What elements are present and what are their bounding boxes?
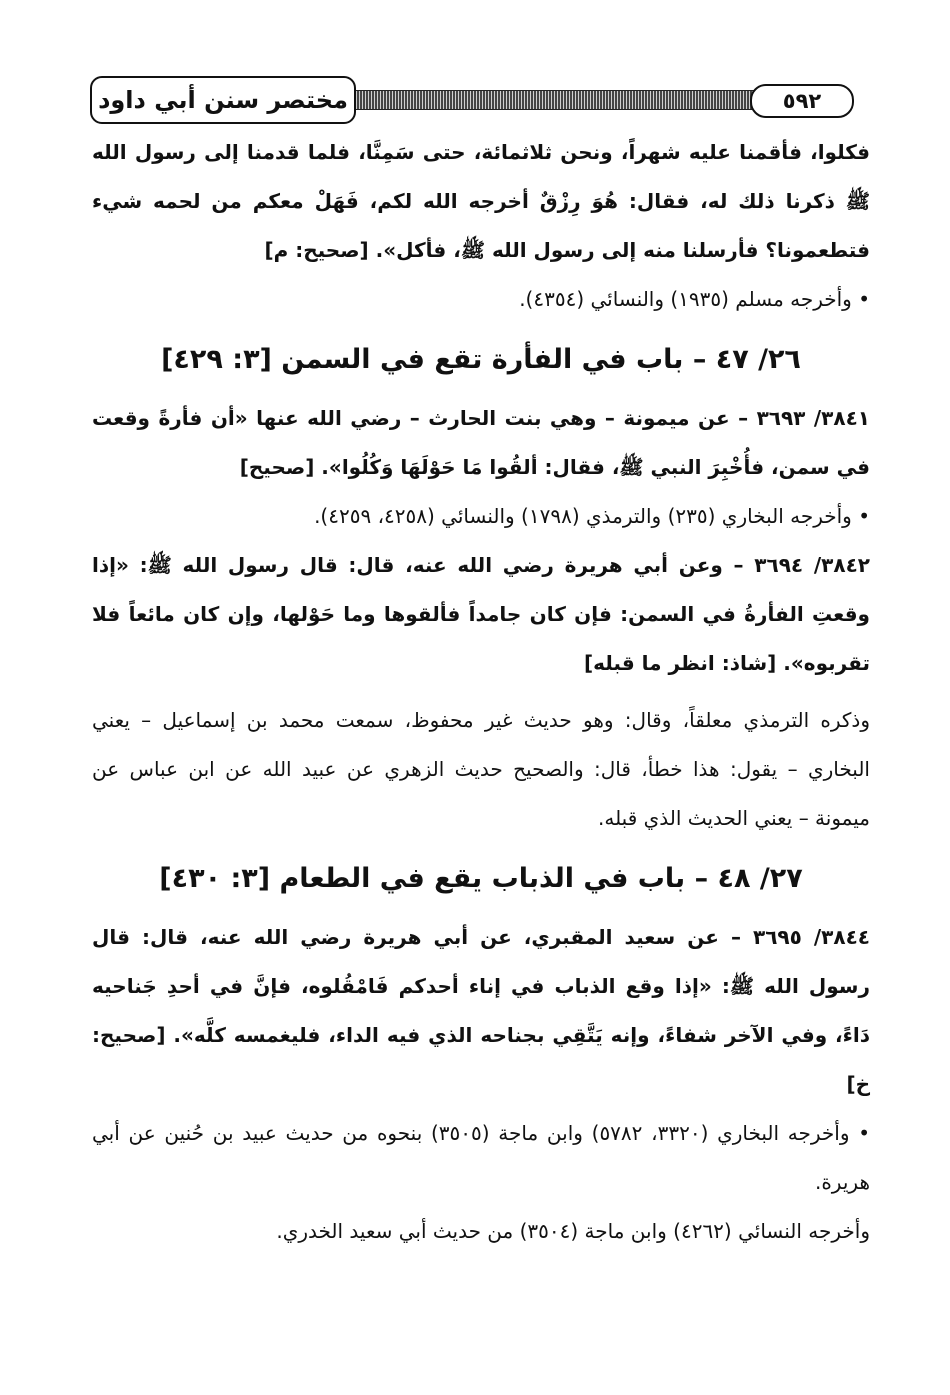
takhrij-note: وأخرجه النسائي (٤٢٦٢) وابن ماجة (٣٥٠٤) من حديث أبي سعيد الخدري. — [276, 1219, 870, 1243]
hadith-continuation: فكلوا، فأقمنا عليه شهراً، ونحن ثلاثمائة، حتى سَمِنَّا، فلما قدمنا إلى رسول الله ﷺ ذكرنا ذلك له، فقال: هُوَ رِزْقٌ أخرجه الله لكم، فَهَلْ معكم من لحمه شيء فتطعمونا؟ فأرسلنا منه إلى رسول الله ﷺ، فأكل». [صحيح: م] — [92, 140, 870, 262]
hadith-3844: ٣٨٤٤/ ٣٦٩٥ – عن سعيد المقبري، عن أبي هريرة رضي الله عنه، قال: قال رسول الله ﷺ: «إذا وقع الذباب في إناء أحدكم فَامْقُلوه، فإنَّ في أحدِ جَناحيه دَاءً، وفي الآخر شفاءً، وإنه يَتَّقِي بجناحه الذي فيه الداء، فليغمسه كلَّه». [صحيح: خ] — [92, 925, 870, 1096]
takhrij-note: • وأخرجه مسلم (١٩٣٥) والنسائي (٤٣٥٤). — [519, 287, 870, 311]
hadith-3841: ٣٨٤١/ ٣٦٩٣ – عن ميمونة – وهي بنت الحارث – رضي الله عنها «أن فأرةً وقعت في سمن، فأُخْبِرَ النبي ﷺ، فقال: ألقُوا مَا حَوْلَهَا وَكُلُوا». [صحيح] — [92, 406, 870, 479]
commentary-note: وذكره الترمذي معلقاً، وقال: وهو حديث غير محفوظ، سمعت محمد بن إسماعيل – يعني البخاري – يقول: هذا خطأ، قال: والصحيح حديث الزهري عن عبيد الله عن ابن عباس عن ميمونة – يعني الحديث الذي قبله. — [92, 708, 870, 830]
takhrij-note: • وأخرجه البخاري (٢٣٥) والترمذي (١٧٩٨) والنسائي (٤٢٥٨، ٤٢٥٩). — [314, 504, 870, 528]
chapter-heading-mouse: ٢٦/ ٤٧ – باب في الفأرة تقع في السمن [٣: ٤٢٩] — [161, 344, 801, 375]
hadith-3842: ٣٨٤٢/ ٣٦٩٤ – وعن أبي هريرة رضي الله عنه، قال: قال رسول الله ﷺ: «إذا وقعتِ الفأرةُ في السمن: فإن كان جامداً فألقوها وما حَوْلها، وإن كان مائعاً فلا تقربوه». [شاذ: انظر ما قبله] — [92, 553, 870, 675]
page-body — [92, 128, 870, 1256]
chapter-heading-fly: ٢٧/ ٤٨ – باب في الذباب يقع في الطعام [٣: ٤٣٠] — [159, 863, 803, 894]
book-title: مختصر سنن أبي داود — [90, 76, 356, 124]
page-header — [90, 76, 860, 126]
takhrij-note: • وأخرجه البخاري (٣٣٢٠، ٥٧٨٢) وابن ماجة (٣٥٠٥) بنحوه من حديث عبيد بن حُنين عن أبي هريرة. — [92, 1121, 871, 1194]
page-number: ٥٩٢ — [750, 84, 854, 118]
